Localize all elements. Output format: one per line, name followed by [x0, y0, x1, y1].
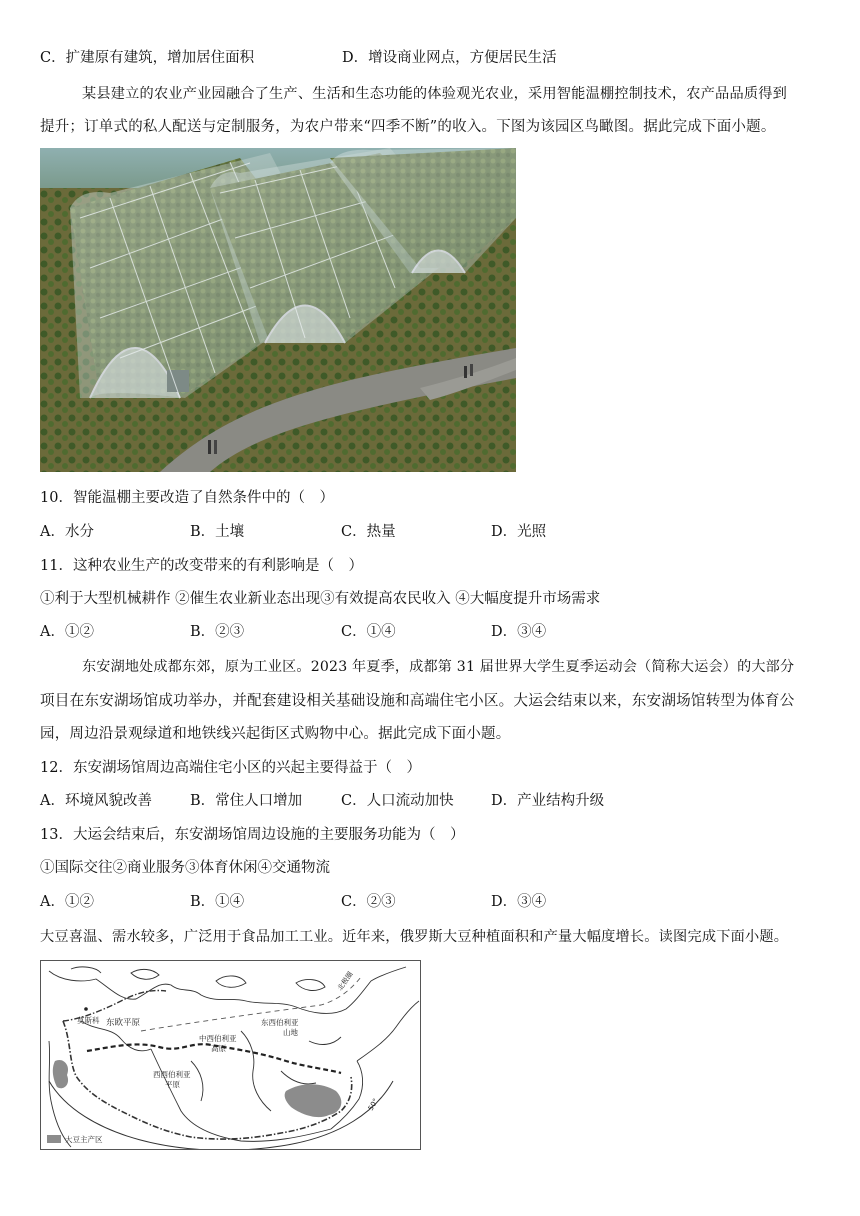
passage1-line1: 某县建立的农业产业园融合了生产、生活和生态功能的体验观光农业，采用智能温棚控制技术，农产品品质得到	[82, 86, 787, 102]
map-svg	[41, 961, 420, 1149]
q13-stem: 13．大运会结束后，东安湖场馆周边设施的主要服务功能为（ ）	[40, 827, 465, 843]
legend-swatch	[47, 1135, 61, 1143]
q12-stem: 12．东安湖场馆周边高端住宅小区的兴起主要得益于（ ）	[40, 760, 421, 776]
q13-option-a: A．①②	[40, 894, 94, 910]
q11-stem: 11．这种农业生产的改变带来的有利影响是（ ）	[40, 558, 363, 574]
passage2-line1: 东安湖地处成都东郊，原为工业区。2023 年夏季，成都第 31 届世界大学生夏季运动会（简称大运会）的大部分	[82, 659, 795, 675]
moscow-dot	[84, 1007, 88, 1011]
q10-option-d: D．光照	[491, 524, 547, 540]
q12-option-d: D．产业结构升级	[491, 793, 605, 809]
q10-option-b: B．土壤	[190, 524, 245, 540]
label-moscow: 莫斯科	[77, 1016, 100, 1025]
label-arctic-circle: 北极圈	[336, 970, 355, 993]
q13-option-c: C．②③	[341, 894, 396, 910]
passage2-line3: 园，周边沿景观绿道和地铁线兴起街区式购物中心。据此完成下面小题。	[40, 726, 511, 742]
map-legend	[47, 1134, 103, 1144]
soybean-region-west	[53, 1060, 68, 1088]
q10-option-c: C．热量	[341, 524, 396, 540]
legend-label: 大豆主产区	[65, 1135, 103, 1144]
q11-option-d: D．③④	[491, 624, 547, 640]
q12-option-b: B．常住人口增加	[190, 793, 303, 809]
label-east-siberian-mountains-1: 东西伯利亚	[261, 1018, 299, 1027]
label-west-siberian-plain-1: 西西伯利亚	[153, 1070, 191, 1079]
q12-option-c: C．人口流动加快	[341, 793, 454, 809]
q13-option-d: D．③④	[491, 894, 547, 910]
q11-statements: ①利于大型机械耕作 ②催生农业新业态出现③有效提高农民收入 ④大幅度提升市场需求	[40, 591, 601, 607]
greenhouse-aerial-photo	[40, 148, 516, 472]
q10-stem: 10．智能温棚主要改造了自然条件中的（ ）	[40, 490, 334, 506]
q13-statements: ①国际交往②商业服务③体育休闲④交通物流	[40, 860, 330, 876]
label-east-european-plain: 东欧平原	[106, 1018, 141, 1028]
q11-option-c: C．①④	[341, 624, 396, 640]
q9-option-c: C．扩建原有建筑，增加居住面积	[40, 50, 255, 66]
passage3-line1: 大豆喜温、需水较多，广泛用于食品加工工业。近年来，俄罗斯大豆种植面积和产量大幅度增长。读图完成下面小题。	[40, 929, 789, 945]
label-central-siberian-plateau-2: 高原	[211, 1044, 226, 1053]
russia-soybean-map	[40, 960, 421, 1150]
passage2-line2: 项目在东安湖场馆成功举办，并配套建设相关基础设施和高端住宅小区。大运会结束以来，东安湖场馆转型为体育公	[40, 692, 795, 709]
label-central-siberian-plateau-1: 中西伯利亚	[199, 1034, 237, 1043]
q9-option-d: D．增设商业网点，方便居民生活	[342, 50, 557, 66]
label-latitude-50: 50°	[366, 1097, 380, 1112]
passage1-line2: 提升；订单式的私人配送与定制服务，为农户带来“四季不断”的收入。下图为该园区鸟瞰图。据此完成下面小题。	[40, 119, 776, 135]
q10-option-a: A．水分	[40, 524, 94, 540]
label-west-siberian-plain-2: 平原	[165, 1080, 180, 1089]
q11-option-a: A．①②	[40, 624, 94, 640]
q12-option-a: A．环境风貌改善	[40, 793, 152, 809]
label-east-siberian-mountains-2: 山地	[283, 1028, 298, 1037]
q11-option-b: B．②③	[190, 624, 245, 640]
q13-option-b: B．①④	[190, 894, 245, 910]
